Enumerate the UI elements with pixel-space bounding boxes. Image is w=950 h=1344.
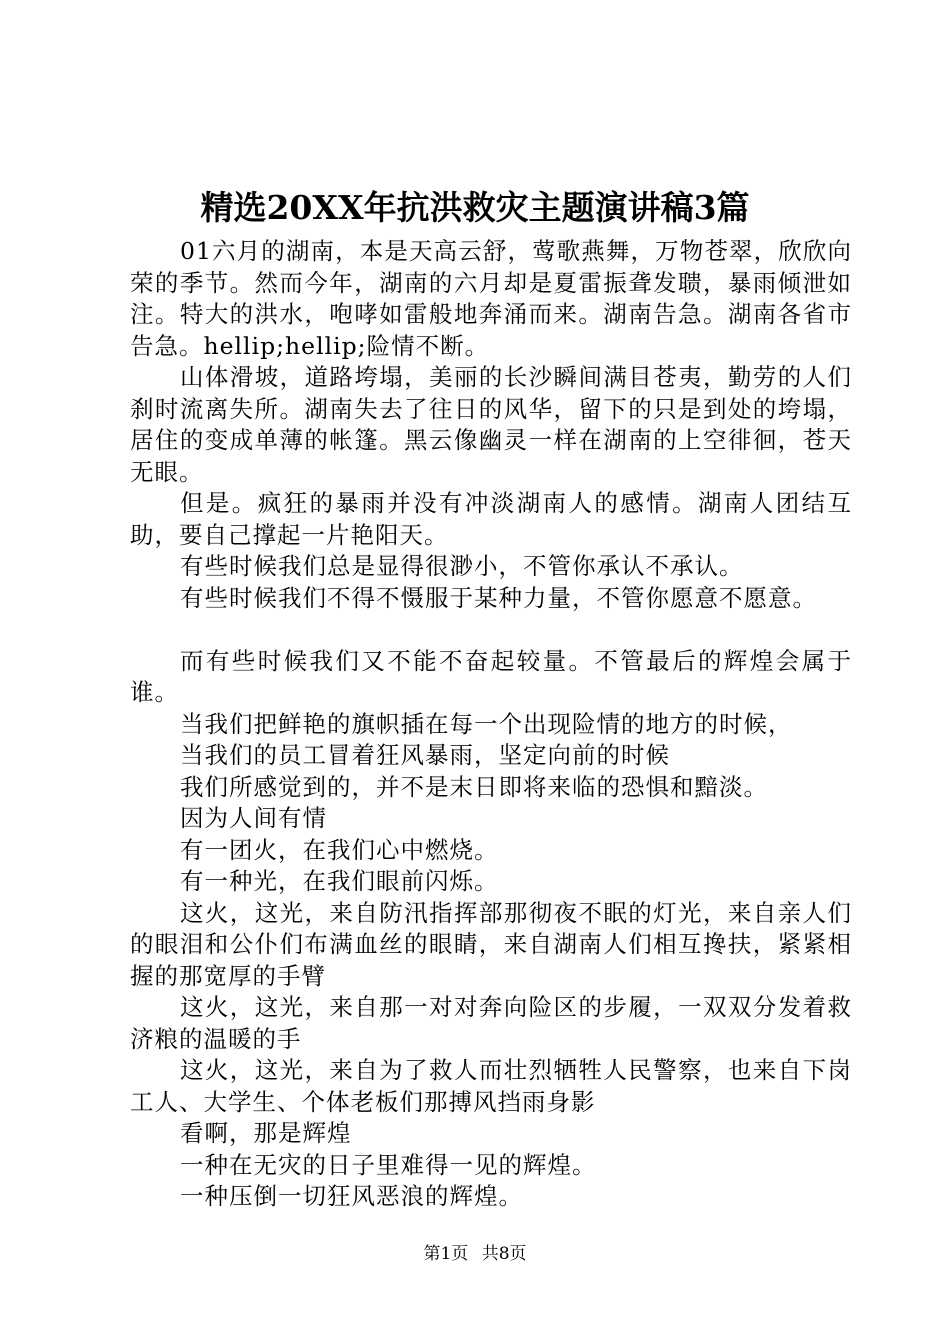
paragraph: 看啊，那是辉煌 (180, 1119, 352, 1147)
page-total: 共8页 (481, 1244, 527, 1264)
paragraph: 但是。疯狂的暴雨并没有冲淡湖南人的感情。湖南人团结互助，要自己撑起一片艳阳天。 (130, 489, 852, 549)
paragraph: 这火，这光，来自那一对对奔向险区的步履，一双双分发着救济粮的温暖的手 (130, 993, 852, 1053)
paragraph: 有些时候我们总是显得很渺小，不管你承认不承认。 (180, 552, 744, 580)
page-footer (0, 1242, 950, 1266)
paragraph: 这火，这光，来自防汛指挥部那彻夜不眠的灯光，来自亲人们的眼泪和公仆们布满血丝的眼睛，来自湖南人们相互搀扶，紧紧相握的那宽厚的手臂 (130, 898, 852, 990)
paragraph: 因为人间有情 (180, 804, 327, 832)
paragraph: 而有些时候我们又不能不奋起较量。不管最后的辉煌会属于谁。 (130, 646, 852, 706)
page-number: 第1页 (423, 1244, 469, 1264)
paragraph: 一种压倒一切狂风恶浪的辉煌。 (180, 1182, 523, 1210)
paragraph: 当我们把鲜艳的旗帜插在每一个出现险情的地方的时候， (180, 709, 793, 738)
document-body (130, 236, 852, 1213)
paragraph: 01六月的湖南，本是天高云舒，莺歌燕舞，万物苍翠，欣欣向荣的季节。然而今年，湖南的六月却是夏雷振聋发聩，暴雨倾泄如注。特大的洪水，咆哮如雷般地奔涌而来。湖南告急。湖南各省市告急。hellip;hellip;险情不断。 (130, 237, 852, 360)
paragraph: 我们所感觉到的，并不是末日即将来临的恐惧和黯淡。 (180, 772, 768, 801)
paragraph: 有一团火，在我们心中燃烧。 (180, 835, 499, 864)
paragraph: 有些时候我们不得不慑服于某种力量，不管你愿意不愿意。 (180, 583, 817, 612)
blank-line (130, 614, 852, 646)
paragraph: 有一种光，在我们眼前闪烁。 (180, 867, 499, 895)
paragraph: 山体滑坡，道路垮塌，美丽的长沙瞬间满目苍夷，勤劳的人们刹时流离失所。湖南失去了往日的风华，留下的只是到处的垮塌，居住的变成单薄的帐篷。黑云像幽灵一样在湖南的上空徘徊，苍天无眼。 (130, 363, 852, 486)
paragraph: 这火，这光，来自为了救人而壮烈牺牲人民警察，也来自下岗工人、大学生、个体老板们那搏风挡雨身影 (130, 1056, 852, 1116)
paragraph: 一种在无灾的日子里难得一见的辉煌。 (180, 1150, 597, 1179)
document-title: 精选20XX年抗洪救灾主题演讲稿3篇 (200, 188, 750, 227)
paragraph: 当我们的员工冒着狂风暴雨，坚定向前的时候 (180, 741, 670, 769)
